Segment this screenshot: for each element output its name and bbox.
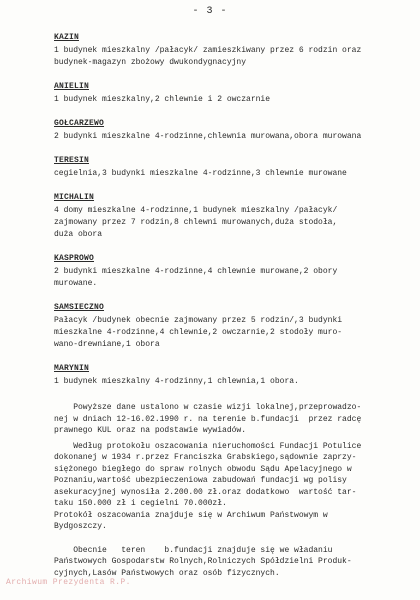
paragraph-line: Obecnie teren b.fundacji znajduje się we władaniu [54,545,333,555]
estate-line: budynek-magazyn zbożowy dwukondygnacyjny [54,58,247,67]
estate-heading: SAMSIECZNO [54,303,105,312]
estate-section-michalin [54,186,408,241]
estate-line: murowane. [54,279,98,288]
estate-line: 1 budynek mieszkalny 4-rodzinny,1 chlewnia,1 obora. [54,377,299,386]
estate-heading: MICHALIN [54,193,95,202]
paragraph-line: Państwowych Gospodarstw Rolnych,Rolniczych Spółdzielni Produk- [54,557,352,566]
estate-line: 2 budynki mieszkalne 4-rodzinne,4 chlewnie murowane,2 obory [54,267,338,276]
paragraph-current-ownership [54,545,408,580]
paragraph-line: prawnego KUL oraz na podstawie wywiadów. [54,426,247,435]
paragraph-line: siężonego biegłego do spraw rolnych obwodu Sądu Apelacyjnego w [54,464,352,474]
document-body [54,26,408,579]
estate-heading: GOŁCARZEWO [54,119,105,128]
estate-section-marynin [54,357,408,388]
paragraph-line: taku 150.000 zł i cegielni 70.000zł. [54,499,227,508]
paragraph-line: nej w dniach 12-16.02.1990 r. na terenie b.fundacji przez radcę [54,414,362,424]
estate-line: zajmowany przez 7 rodzin,8 chlewni murowanych,duża stodoła, [54,218,338,227]
paragraph-line: Bydgoszczy. [54,522,107,531]
estate-heading: KAZIN [54,33,80,42]
estate-line: Pałacyk /budynek obecnie zajmowany przez 5 rodzin/,3 budynki [54,316,343,325]
estate-heading: ANIELIN [54,82,90,91]
estate-line: mieszkalne 4-rodzinne,4 chlewnie,2 owczarnie,2 stodoły muro- [54,328,343,337]
estate-section-kazin [54,26,408,69]
estate-line: wano-drewniane,1 obora [54,340,160,349]
estate-line: 1 budynek mieszkalny,2 chlewnie i 2 owczarnie [54,95,271,104]
estate-heading: KASPROWO [54,254,95,263]
estate-section-kasprowo [54,247,408,290]
estate-section-teresin [54,149,408,180]
estate-heading: MARYNIN [54,364,90,373]
estate-section-anielin [54,75,408,106]
paragraph-line: Protokół oszacowania znajduje się w Archiwum Państwowym w [54,510,328,520]
page-number: - 3 - [192,6,228,17]
estate-line: 4 domy mieszkalne 4-rodzinne,1 budynek mieszkalny /pałacyk/ [54,206,338,215]
estate-section-golcarzewo [54,112,408,143]
paragraph-line: Powyższe dane ustalono w czasie wizji lokalnej,przeprowadzo- [54,403,362,412]
paragraph-line: asekuracyjnej wynosiła 2.200.00 zł.oraz dodatkowo wartość tar- [54,487,357,497]
estate-section-samsieczno [54,296,408,351]
estate-line: 1 budynek mieszkalny /pałacyk/ zamieszkiwany przez 6 rodzin oraz [54,46,362,55]
estate-heading: TERESIN [54,156,90,165]
paragraph-valuation [54,441,408,533]
paragraph-line: cyjnych,Lasów Państwowych oraz osób fizycznych. [54,568,280,578]
paragraph-line: Według protokołu oszacowania nieruchomości Fundacji Potulice [54,441,362,451]
estate-line: duża obora [54,230,103,239]
estate-line: 2 budynki mieszkalne 4-rodzinne,chlewnia murowana,obora murowana [54,132,362,141]
paragraph-line: dokonanej w 1934 r.przez Franciszka Grabskiego,sądownie zaprzy- [54,453,357,462]
paragraph-survey [54,402,408,437]
paragraph-line: Poznaniu,wartość ubezpieczeniowa zabudowań fundacji wg polisy [54,476,347,485]
estate-line: cegielnia,3 budynki mieszkalne 4-rodzinne,3 chlewnie murowane [54,169,347,178]
archive-stamp: Archiwum Prezydenta R.P. [6,578,131,587]
